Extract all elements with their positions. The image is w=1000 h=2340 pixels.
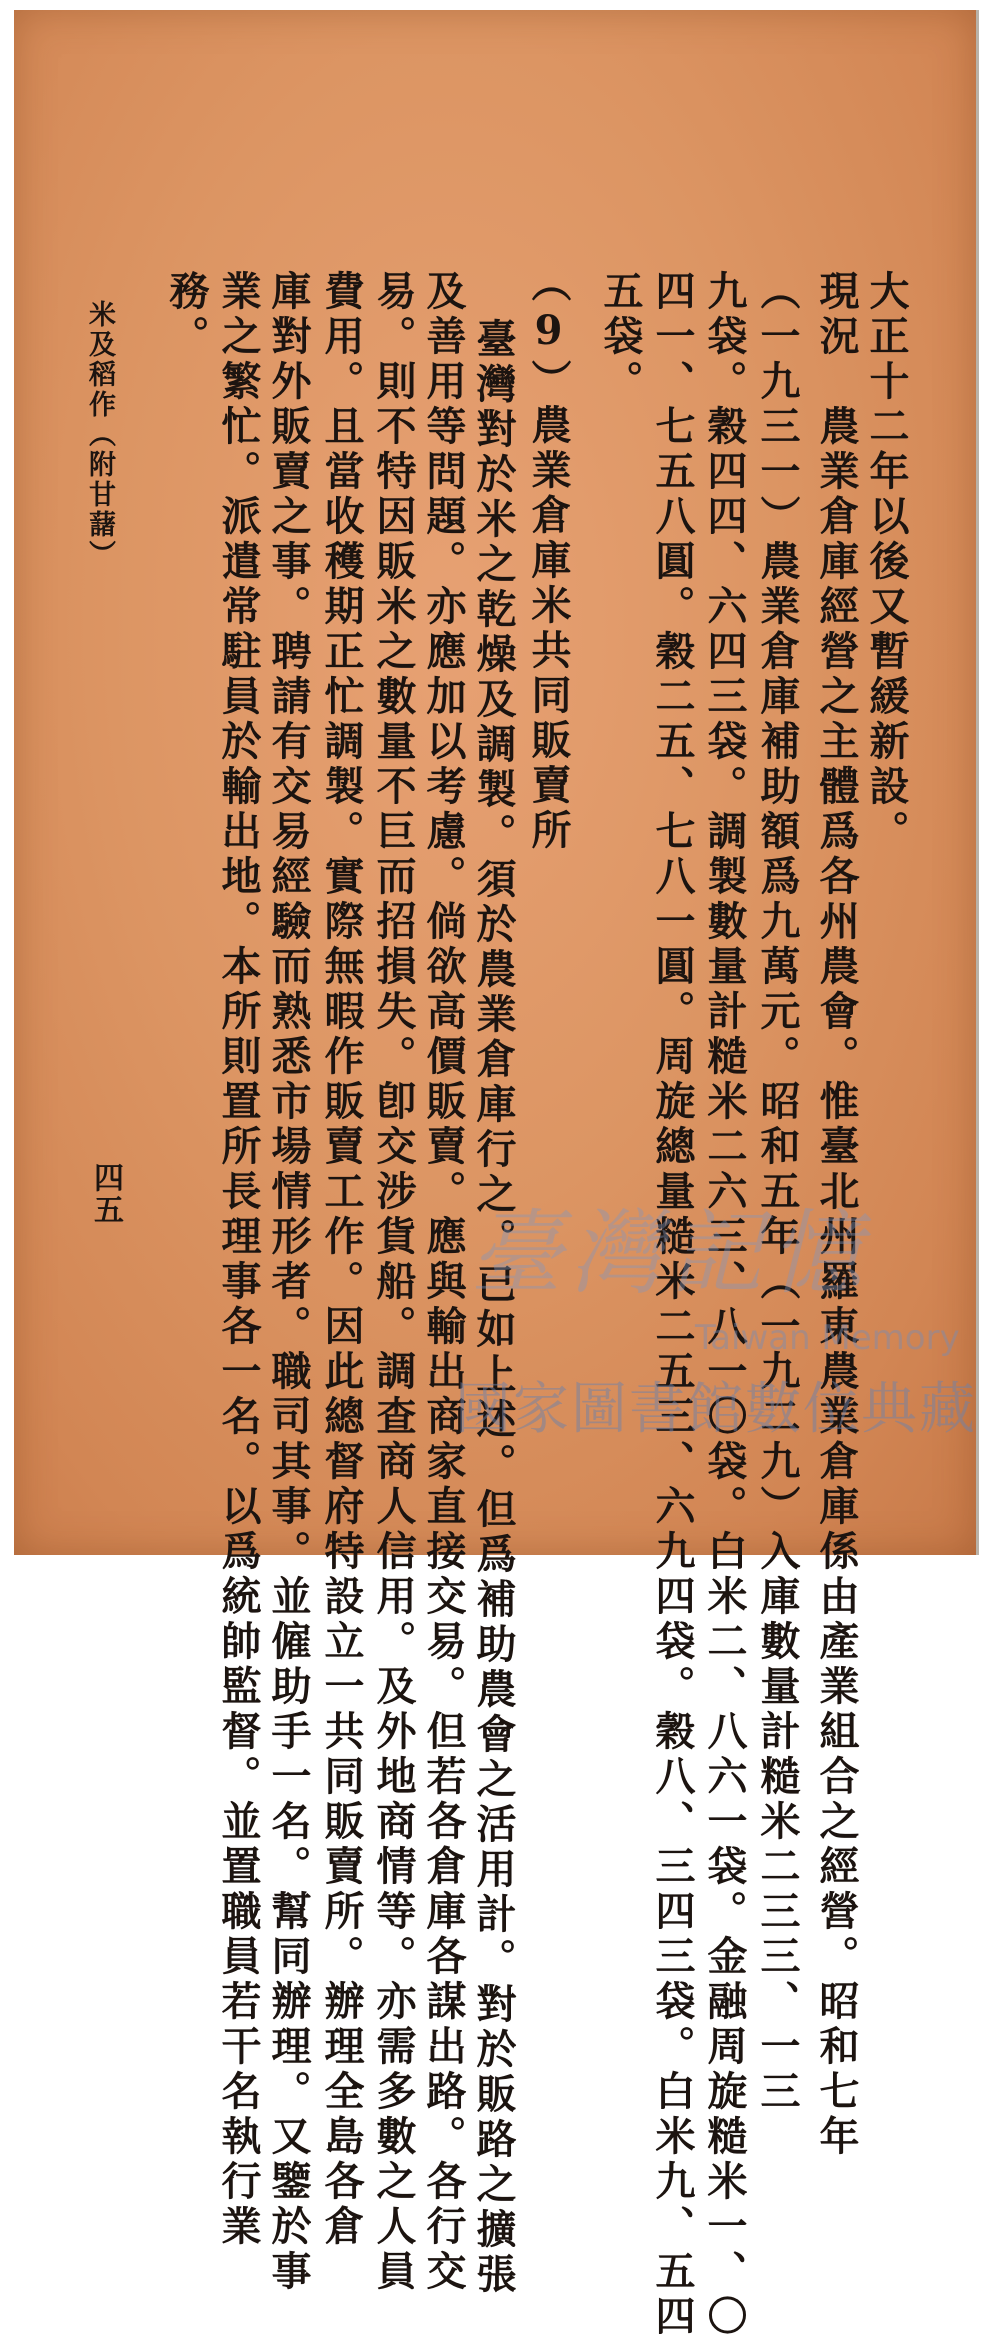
watermark-english: Taiwan Memory (695, 1318, 960, 1358)
text-column-13: 業之繁忙。派遣常駐員於輸出地。本所則置所長理事各一名。以爲統帥監督。並置職員若干名執行業 (215, 270, 262, 2250)
text-column-5: 四一、七五八圓。穀二五、七八一圓。周旋總量糙米二五三、六九四袋。穀八、三四三袋。白米九、五四 (649, 270, 696, 2340)
text-column-11: 費用。且當收穫期正忙調製。實際無暇作販賣工作。因此總督府特設立一共同販賣所。辦理全島各倉 (318, 270, 365, 2250)
text-column-12: 庫對外販賣之事。聘請有交易經驗而熟悉市場情形者。職司其事。並僱助手一名。幫同辦理。又鑒於事 (265, 270, 312, 2295)
text-column-10: 易。則不特因販米之數量不巨而招損失。卽交涉貨船。調查商人信用。及外地商情等。亦需多數之人員 (370, 270, 417, 2295)
text-column-6: 五袋。 (597, 270, 644, 405)
watermark-logo: 臺灣記憶 (470, 1200, 871, 1307)
text-column-4: 九袋。穀四四、六四三袋。調製數量計糙米二六三、八一〇袋。白米二、八六一袋。金融周旋糙米一、〇 (701, 270, 748, 2340)
text-column-8: 臺灣對於米之乾燥及調製。須於農業倉庫行之。已如上述。但爲補助農會之活用計。對於販路之擴張 (470, 318, 517, 2298)
text-column-9: 及善用等問題。亦應加以考慮。倘欲高價販賣。應與輸出商家直接交易。但若各倉庫各謀出路。各行交 (420, 270, 467, 2295)
page-number: 四五 (88, 1162, 123, 1226)
text-column-1: 大正十二年以後又暫緩新設。 (863, 270, 910, 855)
text-column-2: 現況 農業倉庫經營之主體爲各州農會。惟臺北州羅東農業倉庫係由產業組合之經營。昭和七年 (813, 270, 860, 2160)
text-column-3: （一九三一）農業倉庫補助額爲九萬元。昭和五年（一九二九）入庫數量計糙米二三三、一三 (754, 270, 801, 2115)
running-title: 米及稻作（附甘藷） (84, 300, 115, 570)
text-column-14: 務。 (163, 270, 210, 360)
watermark-chinese: 國家圖書館數位典藏 (455, 1377, 977, 1442)
section-heading: （9）農業倉庫米共同販賣所 (525, 262, 572, 854)
